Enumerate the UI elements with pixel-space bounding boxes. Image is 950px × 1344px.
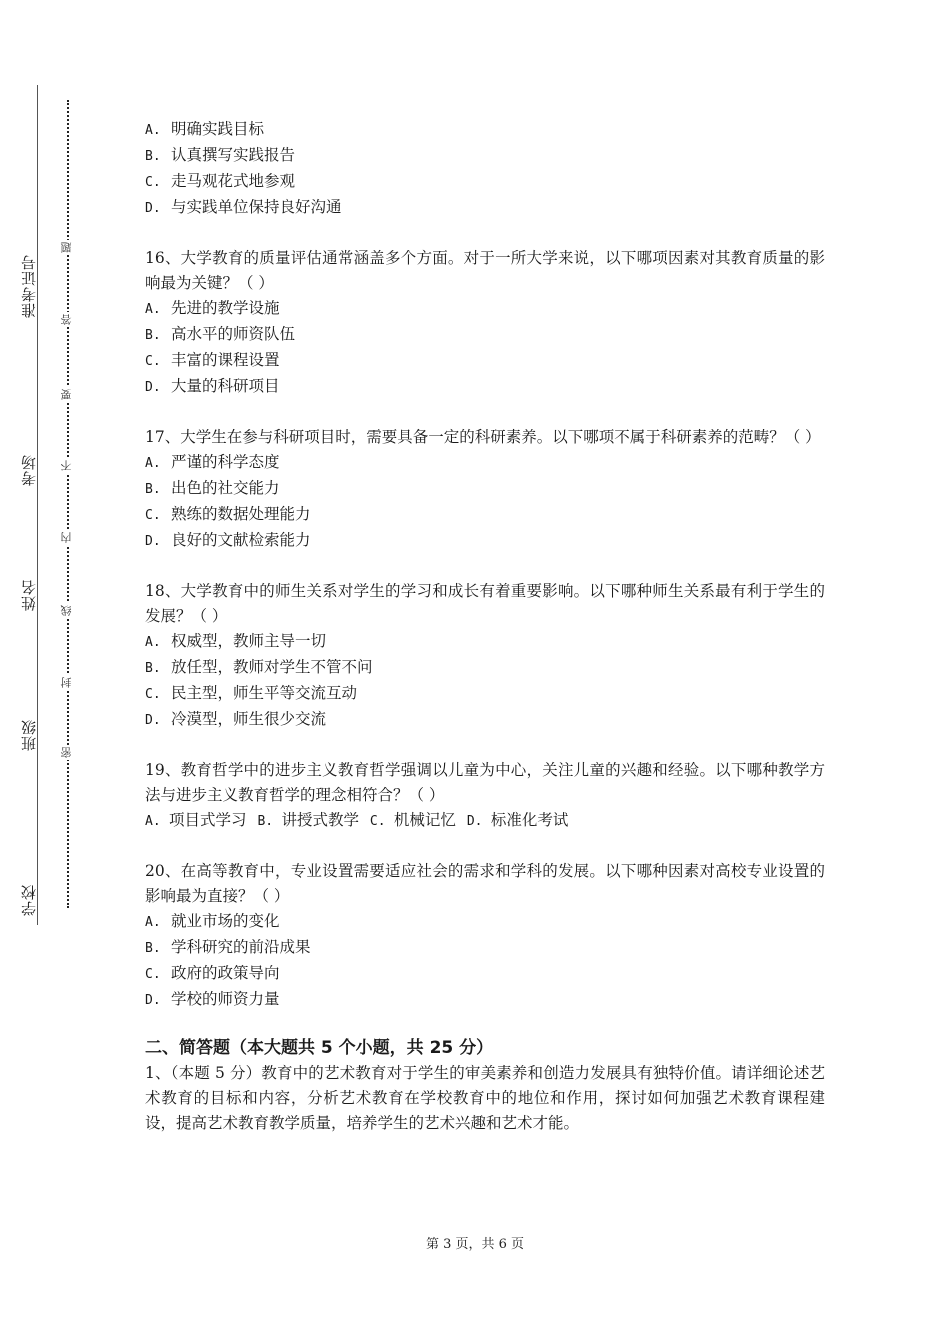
option-c: C. 民主型，师生平等交流互动 (145, 684, 358, 702)
option-d: D. 大量的科研项目 (145, 377, 280, 395)
question-stem: 19、教育哲学中的进步主义教育哲学强调以儿童为中心，关注儿童的兴趣和经验。以下哪种教学方法与进步主义教育哲学的理念相符合？（ ） (145, 761, 825, 804)
seal-char: 线 (60, 605, 73, 616)
option-a: A. 先进的教学设施 (145, 299, 280, 317)
option-d: D. 良好的文献检索能力 (145, 531, 311, 549)
question-stem: 20、在高等教育中，专业设置需要适应社会的需求和学科的发展。以下哪种因素对高校专业设置的影响最为直接？（ ） (145, 862, 825, 905)
option-a: A. 权威型，教师主导一切 (145, 632, 327, 650)
option-c: C. 丰富的课程设置 (145, 351, 280, 369)
option-d: D. 冷漠型，师生很少交流 (145, 710, 327, 728)
seal-char: 答 (60, 314, 73, 325)
class-label: 班级 (22, 715, 37, 755)
seal-char: 密 (60, 747, 73, 758)
option-c: C. 机械记忆 (369, 811, 456, 829)
option-b: B. 学科研究的前沿成果 (145, 938, 311, 956)
name-label: 姓名 (22, 575, 37, 615)
exam-content (145, 117, 825, 1136)
school-label: 学校 (22, 880, 37, 920)
option-a: A. 就业市场的变化 (145, 912, 280, 930)
seal-char: 内 (60, 532, 73, 543)
seal-char: 不 (60, 460, 73, 471)
page-number: 第 3 页，共 6 页 (425, 1237, 525, 1252)
question-16 (145, 246, 825, 400)
option-b: B. 放任型，教师对学生不管不问 (145, 658, 373, 676)
seal-dotted-line (67, 100, 69, 908)
option-c: C. 走马观花式地参观 (145, 172, 296, 190)
seal-char: 题 (60, 242, 73, 253)
question-19 (145, 758, 825, 834)
question-20 (145, 859, 825, 1013)
seal-char: 封 (60, 677, 73, 688)
option-d: D. 学校的师资力量 (145, 990, 280, 1008)
question-stem: 16、大学教育的质量评估通常涵盖多个方面。对于一所大学来说，以下哪项因素对其教育质量的影响最为关键？（ ） (145, 249, 825, 292)
binding-solid-line (37, 85, 38, 925)
option-a: A. 项目式学习 (145, 811, 247, 829)
inline-options (145, 808, 825, 834)
option-c: C. 熟练的数据处理能力 (145, 505, 311, 523)
question-18 (145, 579, 825, 733)
option-a: A. 明确实践目标 (145, 120, 265, 138)
option-b: B. 出色的社交能力 (145, 479, 280, 497)
exam-id-label: 准考证号 (22, 250, 37, 322)
option-b: B. 认真撰写实践报告 (145, 146, 296, 164)
option-c: C. 政府的政策导向 (145, 964, 280, 982)
question-15-options (145, 117, 825, 221)
option-d: D. 与实践单位保持良好沟通 (145, 198, 342, 216)
question-17 (145, 425, 825, 554)
option-d: D. 标准化考试 (466, 811, 569, 829)
binding-margin (0, 0, 90, 1344)
essay-question-1: 1、（本题 5 分）教育中的艺术教育对于学生的审美素养和创造力发展具有独特价值。请详细论述艺术教育的目标和内容，分析艺术教育在学校教育中的地位和作用，探讨如何加强艺术教育课程建设，提高艺术教育教学质量，培养学生的艺术兴趣和艺术才能。 (145, 1064, 825, 1132)
option-a: A. 严谨的科学态度 (145, 453, 280, 471)
option-b: B. 讲授式教学 (257, 811, 359, 829)
option-b: B. 高水平的师资队伍 (145, 325, 296, 343)
question-stem: 17、大学生在参与科研项目时，需要具备一定的科研素养。以下哪项不属于科研素养的范畴？（ ） (145, 428, 821, 446)
seal-char: 要 (60, 389, 73, 400)
question-stem: 18、大学教育中的师生关系对学生的学习和成长有着重要影响。以下哪种师生关系最有利于学生的发展？（ ） (145, 582, 825, 625)
exam-room-label: 考场 (22, 450, 37, 490)
section-heading: 二、简答题（本大题共 5 个小题，共 25 分） (145, 1038, 494, 1058)
